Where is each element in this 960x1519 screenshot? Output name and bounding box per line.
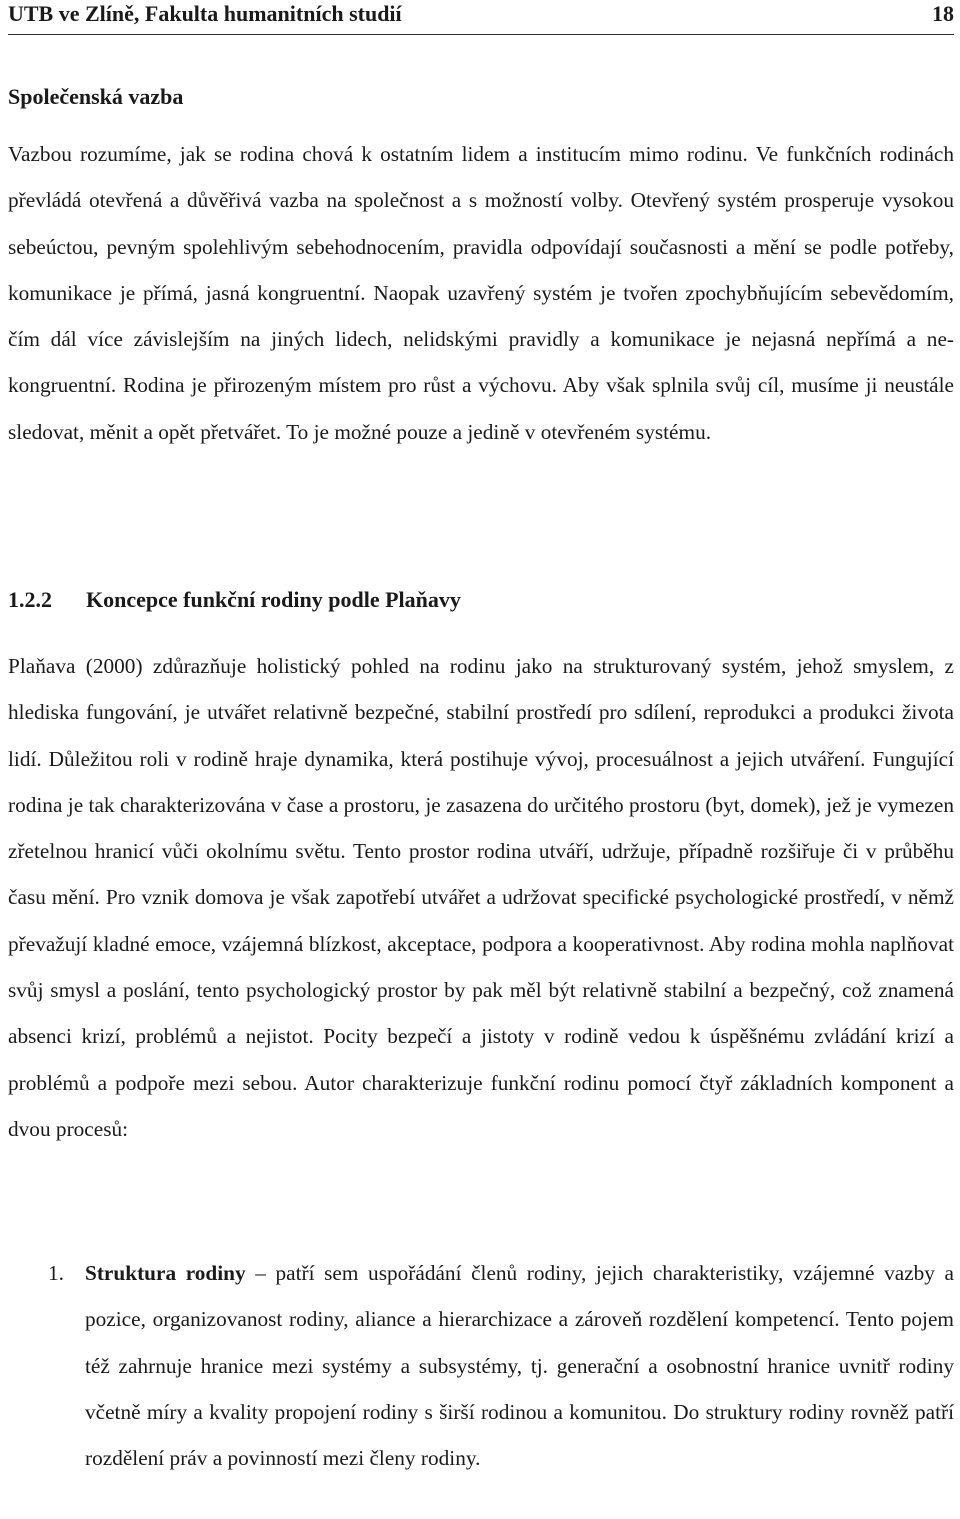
section-paragraph: Vazbou rozumíme, jak se rodina chová k ostatním lidem a institucím mimo rodinu. Ve funkčních rodinách převládá otevřená a důvěřivá vazba na společnost a s možností volby. Otevřený systém prosperuje vysokou sebeúctou, pevným spolehlivým sebehodnocením, pravidla odpovídají současnosti a mění se podle potřeby, komunikace je přímá, jasná kongruentní. Naopak uzavřený systém je tvořen zpochybňujícím sebevědomím, čím dál více závislejším na jiných lidech, nelidskými pravidly a komunikace je nejasná nepřímá a nekongruentní. Rodina je přirozeným místem pro růst a výchovu. Aby však splnila svůj cíl, musíme ji neustále sledovat, měnit a opět přetvářet. To je možné pouze a jedině v otevřeném systému. <box>8 142 954 444</box>
list-item-text: – patří sem uspořádání členů rodiny, jejich charakteristiky, vzájemné vazby a pozice, organizovanost rodiny, aliance a hierarchizace a zároveň rozdělení kompetencí. Tento pojem též zahrnuje hranice mezi systémy a subsystémy, tj. generační a osobnostní hranice uvnitř rodiny včetně míry a kvality propojení rodiny s širší rodinou a komunitou. Do struktury rodiny rovněž patří rozdělení práv a povinností mezi členy rodiny. <box>85 1261 954 1471</box>
list-item <box>48 1250 954 1481</box>
list-item-term: Struktura rodiny <box>85 1261 246 1285</box>
subsection-heading <box>8 587 461 613</box>
numbered-list <box>48 1250 954 1481</box>
subsection-paragraph: Plaňava (2000) zdůrazňuje holistický pohled na rodinu jako na strukturovaný systém, jehož smyslem, z hlediska fungování, je utvářet relativně bezpečné, stabilní prostředí pro sdílení, reprodukci a produkci života lidí. Důležitou roli v rodině hraje dynamika, která postihuje vývoj, procesuálnost a jejich utváření. Fungující rodina je tak charakterizována v čase a prostoru, je zasazena do určitého prostoru (byt, domek), jež je vymezen zřetelnou hranicí vůči okolnímu světu. Tento prostor rodina utváří, udržuje, případně rozšiřuje či v průběhu času mění. Pro vznik domova je však zapotřebí utvářet a udržovat specifické psychologické prostředí, v němž převažují kladné emoce, vzájemná blízkost, akceptace, podpora a kooperativnost. Aby rodina mohla naplňovat svůj smysl a poslání, tento psychologický prostor by pak měl být relativně stabilní a bezpečný, což znamená absenci krizí, problémů a nejistot. Pocity bezpečí a jistoty v rodině vedou k úspěšnému zvládání krizí a problémů a podpoře mezi sebou. Autor charakterizuje funkční rodinu pomocí čtyř základních komponent a dvou procesů: <box>8 654 954 1141</box>
subsection-title: Koncepce funkční rodiny podle Plaňavy <box>86 587 461 612</box>
header-title: UTB ve Zlíně, Fakulta humanitních studií <box>8 1 402 26</box>
list-item-marker: 1. <box>48 1261 64 1285</box>
page-header <box>8 0 954 35</box>
subsection-number: 1.2.2 <box>8 587 52 612</box>
document-page <box>8 0 954 1471</box>
page-number: 18 <box>932 1 954 26</box>
section-heading: Společenská vazba <box>8 84 184 109</box>
